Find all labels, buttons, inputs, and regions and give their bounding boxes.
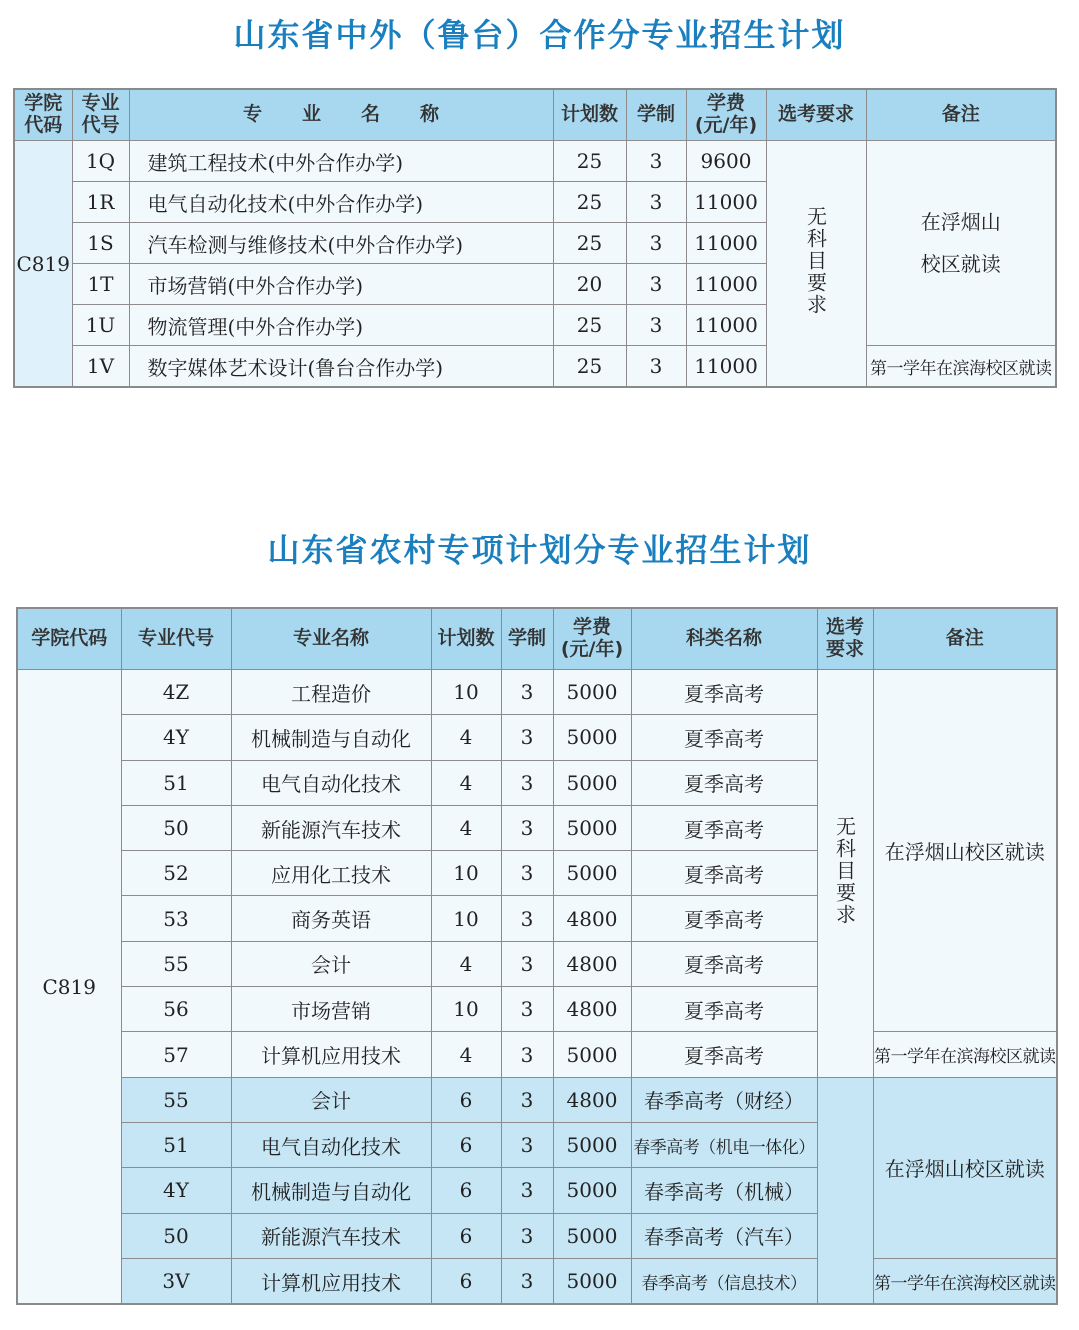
- major-name-cell: 市场营销(中外合作办学): [129, 264, 553, 305]
- category-cell: 春季高考（机电一体化）: [631, 1122, 817, 1167]
- plan-cell: 6: [431, 1077, 501, 1122]
- table2-header-row: [17, 608, 1057, 670]
- header-college-code: 学院代码: [17, 608, 121, 670]
- plan-cell: 25: [553, 141, 626, 182]
- fee-cell: 5000: [553, 760, 631, 805]
- category-cell: 夏季高考: [631, 1032, 817, 1077]
- category-cell: 夏季高考: [631, 715, 817, 760]
- header-fee: 学费 (元/年): [686, 89, 766, 141]
- remark-cell: 在浮烟山校区就读: [873, 1077, 1057, 1258]
- subject-req-cell-spring: [817, 1077, 873, 1304]
- remark-cell: 第一学年在滨海校区就读: [873, 1258, 1057, 1304]
- major-code-cell: 50: [121, 805, 231, 850]
- major-code-cell: 4Y: [121, 715, 231, 760]
- header-years: 学制: [501, 608, 553, 670]
- header-years: 学制: [626, 89, 686, 141]
- header-college-code: 学院 代码: [14, 89, 72, 141]
- category-cell: 春季高考（机械）: [631, 1168, 817, 1213]
- header-plan: 计划数: [553, 89, 626, 141]
- major-code-cell: 4Z: [121, 670, 231, 715]
- fee-cell: 4800: [553, 987, 631, 1032]
- category-cell: 夏季高考: [631, 941, 817, 986]
- major-code-cell: 56: [121, 987, 231, 1032]
- major-code-cell: 55: [121, 1077, 231, 1122]
- years-cell: 3: [501, 851, 553, 896]
- major-code-cell: 53: [121, 896, 231, 941]
- years-cell: 3: [501, 987, 553, 1032]
- fee-cell: 5000: [553, 715, 631, 760]
- major-code-cell: 1R: [72, 182, 129, 223]
- fee-cell: 4800: [553, 896, 631, 941]
- fee-cell: 5000: [553, 1213, 631, 1258]
- category-cell: 夏季高考: [631, 670, 817, 715]
- plan-cell: 25: [553, 182, 626, 223]
- fee-cell: 11000: [686, 305, 766, 346]
- category-cell: 夏季高考: [631, 896, 817, 941]
- major-name-cell: 计算机应用技术: [231, 1258, 431, 1304]
- fee-cell: 5000: [553, 1168, 631, 1213]
- subject-req-cell: 无科目要求: [766, 141, 866, 388]
- header-major-code: 专业代号: [121, 608, 231, 670]
- major-name-cell: 新能源汽车技术: [231, 1213, 431, 1258]
- plan-cell: 25: [553, 305, 626, 346]
- major-name-cell: 计算机应用技术: [231, 1032, 431, 1077]
- header-category: 科类名称: [631, 608, 817, 670]
- header-major-code: 专业 代号: [72, 89, 129, 141]
- major-name-cell: 电气自动化技术(中外合作办学): [129, 182, 553, 223]
- fee-cell: 11000: [686, 182, 766, 223]
- header-plan: 计划数: [431, 608, 501, 670]
- major-name-cell: 机械制造与自动化: [231, 715, 431, 760]
- table1-header-row: [14, 89, 1056, 141]
- fee-cell: 11000: [686, 346, 766, 388]
- category-cell: 夏季高考: [631, 805, 817, 850]
- fee-cell: 11000: [686, 264, 766, 305]
- major-code-cell: 1S: [72, 223, 129, 264]
- category-cell: 春季高考（汽车）: [631, 1213, 817, 1258]
- major-name-cell: 会计: [231, 1077, 431, 1122]
- years-cell: 3: [626, 264, 686, 305]
- table1-title: 山东省中外（鲁台）合作分专业招生计划: [233, 16, 846, 54]
- years-cell: 3: [501, 1213, 553, 1258]
- rural-special-plan-table: [16, 607, 1058, 1305]
- category-cell: 春季高考（信息技术）: [631, 1258, 817, 1304]
- table-row: [17, 1258, 1057, 1304]
- years-cell: 3: [501, 941, 553, 986]
- table-row: [17, 1032, 1057, 1077]
- plan-cell: 4: [431, 715, 501, 760]
- header-remark: 备注: [866, 89, 1056, 141]
- major-code-cell: 51: [121, 760, 231, 805]
- major-name-cell: 应用化工技术: [231, 851, 431, 896]
- major-code-cell: 4Y: [121, 1168, 231, 1213]
- major-code-cell: 1V: [72, 346, 129, 388]
- years-cell: 3: [501, 1258, 553, 1304]
- major-name-cell: 工程造价: [231, 670, 431, 715]
- major-name-cell: 电气自动化技术: [231, 1122, 431, 1167]
- major-name-cell: 建筑工程技术(中外合作办学): [129, 141, 553, 182]
- major-code-cell: 51: [121, 1122, 231, 1167]
- years-cell: 3: [501, 896, 553, 941]
- years-cell: 3: [501, 670, 553, 715]
- years-cell: 3: [501, 1032, 553, 1077]
- fee-cell: 5000: [553, 805, 631, 850]
- table-row: [17, 670, 1057, 715]
- years-cell: 3: [626, 346, 686, 388]
- plan-cell: 25: [553, 346, 626, 388]
- category-cell: 夏季高考: [631, 987, 817, 1032]
- years-cell: 3: [501, 715, 553, 760]
- major-code-cell: 1U: [72, 305, 129, 346]
- header-subject-req: 选考要求: [766, 89, 866, 141]
- fee-cell: 4800: [553, 941, 631, 986]
- remark-cell: 第一学年在滨海校区就读: [866, 346, 1056, 388]
- subject-req-cell: 无科目要求: [817, 670, 873, 1078]
- major-code-cell: 55: [121, 941, 231, 986]
- major-code-cell: 50: [121, 1213, 231, 1258]
- major-code-cell: 1T: [72, 264, 129, 305]
- major-name-cell: 物流管理(中外合作办学): [129, 305, 553, 346]
- plan-cell: 4: [431, 805, 501, 850]
- plan-cell: 10: [431, 670, 501, 715]
- header-subject-req: 选考 要求: [817, 608, 873, 670]
- fee-cell: 11000: [686, 223, 766, 264]
- college-code-cell: C819: [14, 141, 72, 388]
- plan-cell: 10: [431, 987, 501, 1032]
- sino-foreign-plan-table: [13, 88, 1057, 388]
- years-cell: 3: [626, 223, 686, 264]
- table-row: [14, 346, 1056, 388]
- major-name-cell: 商务英语: [231, 896, 431, 941]
- major-code-cell: 57: [121, 1032, 231, 1077]
- plan-cell: 6: [431, 1258, 501, 1304]
- college-code-cell: C819: [17, 670, 121, 1305]
- plan-cell: 4: [431, 760, 501, 805]
- table2-title: 山东省农村专项计划分专业招生计划: [267, 531, 812, 569]
- header-major-name: 专业名称: [129, 89, 553, 141]
- major-name-cell: 市场营销: [231, 987, 431, 1032]
- major-name-cell: 会计: [231, 941, 431, 986]
- plan-cell: 4: [431, 941, 501, 986]
- fee-cell: 9600: [686, 141, 766, 182]
- fee-cell: 5000: [553, 670, 631, 715]
- plan-cell: 10: [431, 851, 501, 896]
- plan-cell: 10: [431, 896, 501, 941]
- years-cell: 3: [501, 760, 553, 805]
- years-cell: 3: [501, 805, 553, 850]
- plan-cell: 6: [431, 1213, 501, 1258]
- remark-cell: 第一学年在滨海校区就读: [873, 1032, 1057, 1077]
- remark-cell: 在浮烟山 校区就读: [866, 141, 1056, 346]
- table-row: [17, 1077, 1057, 1122]
- years-cell: 3: [501, 1122, 553, 1167]
- fee-cell: 5000: [553, 1032, 631, 1077]
- plan-cell: 6: [431, 1122, 501, 1167]
- fee-cell: 5000: [553, 851, 631, 896]
- major-name-cell: 机械制造与自动化: [231, 1168, 431, 1213]
- table-row: [14, 141, 1056, 182]
- years-cell: 3: [501, 1168, 553, 1213]
- category-cell: 春季高考（财经）: [631, 1077, 817, 1122]
- major-name-cell: 新能源汽车技术: [231, 805, 431, 850]
- major-code-cell: 1Q: [72, 141, 129, 182]
- fee-cell: 4800: [553, 1077, 631, 1122]
- fee-cell: 5000: [553, 1122, 631, 1167]
- header-remark: 备注: [873, 608, 1057, 670]
- years-cell: 3: [501, 1077, 553, 1122]
- remark-cell: 在浮烟山校区就读: [873, 670, 1057, 1032]
- plan-cell: 6: [431, 1168, 501, 1213]
- major-code-cell: 3V: [121, 1258, 231, 1304]
- years-cell: 3: [626, 305, 686, 346]
- category-cell: 夏季高考: [631, 851, 817, 896]
- years-cell: 3: [626, 182, 686, 223]
- category-cell: 夏季高考: [631, 760, 817, 805]
- header-fee: 学费 (元/年): [553, 608, 631, 670]
- fee-cell: 5000: [553, 1258, 631, 1304]
- plan-cell: 20: [553, 264, 626, 305]
- years-cell: 3: [626, 141, 686, 182]
- major-name-cell: 电气自动化技术: [231, 760, 431, 805]
- plan-cell: 25: [553, 223, 626, 264]
- major-name-cell: 汽车检测与维修技术(中外合作办学): [129, 223, 553, 264]
- plan-cell: 4: [431, 1032, 501, 1077]
- major-name-cell: 数字媒体艺术设计(鲁台合作办学): [129, 346, 553, 388]
- major-code-cell: 52: [121, 851, 231, 896]
- header-major-name: 专业名称: [231, 608, 431, 670]
